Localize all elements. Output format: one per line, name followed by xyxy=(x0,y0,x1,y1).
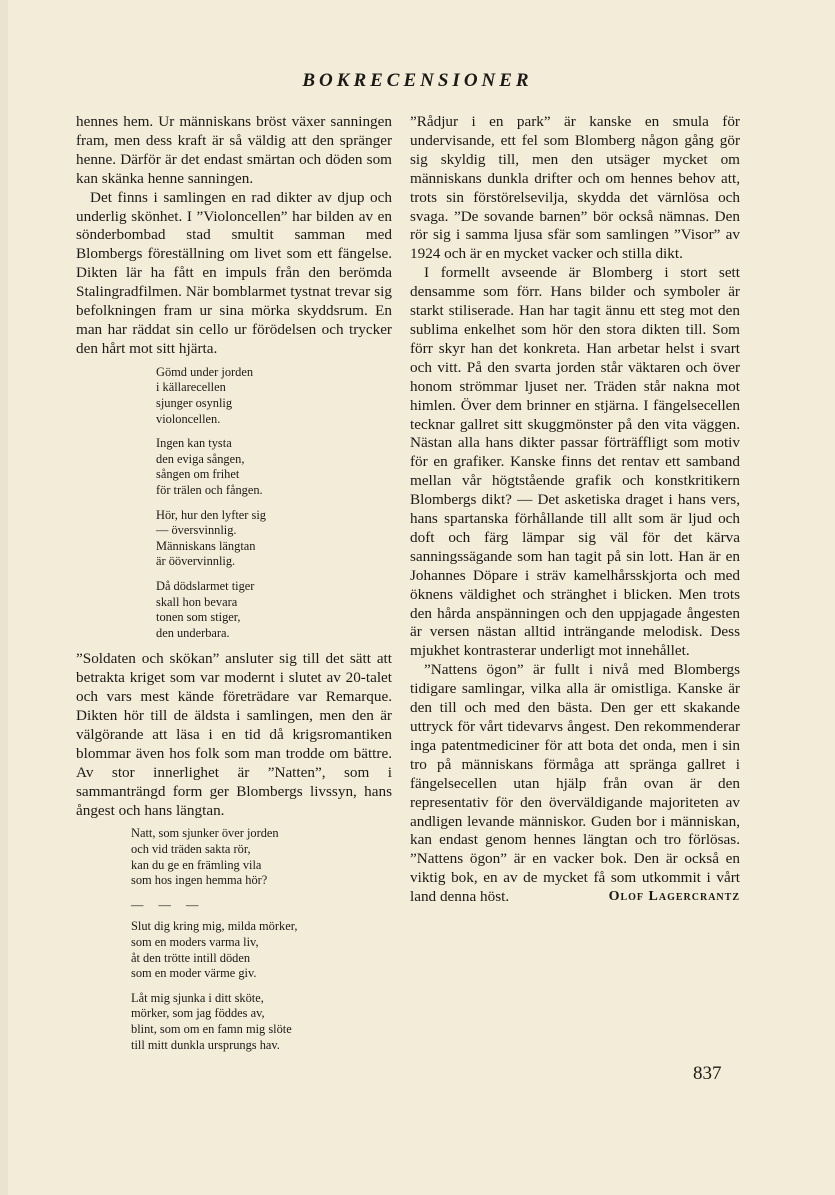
poem-line: i källarecellen xyxy=(156,380,226,395)
poem-line: Då dödslarmet tiger xyxy=(156,578,255,593)
poem-line: skall hon bevara xyxy=(156,594,238,609)
left-column xyxy=(76,113,392,1062)
poem-stanza xyxy=(131,919,392,981)
paragraph: ”Soldaten och skökan” ansluter sig till det sätt att betrakta kriget som var modernt i slutet av 20-talet och vars mest kände företrädare var Remarque. Dikten hör till de äldsta i samlingen, men den är välgörande att läsa i en tid då krigsromantiken blommar även hos folk som man trodde om bättre. Av stor innerlighet är ”Natten”, som i sammanträngd form ger Blombergs livssyn, hans ångest och hans längtan. xyxy=(76,650,392,819)
poem-line: som en moder värme giv. xyxy=(131,966,257,981)
scan-edge xyxy=(0,0,8,1195)
paragraph xyxy=(410,661,740,907)
poem-line: den eviga sången, xyxy=(156,451,245,466)
poem-line: åt den trötte intill döden xyxy=(131,950,251,965)
paragraph-text: ”Nattens ögon” är fullt i nivå med Blombergs tidigare samlingar, vilka alla är omistliga. Kanske är den till och med den bästa. Den ger ett skakande uttryck för vårt tidevarvs ångest. Den rekommenderar inga patentmediciner för att bota det onda, men i sin tro på människans förmåga att spränga gallret i fängelsecellen utan hjälp från ovan är den representativ för den överväldigande majoriteten av andligen levande människor. Guden bor i människan, kan endast genom hennes längtan och tro förlösas. ”Nattens ögon” är en vacker bok. Den är också en viktig bok, en av de mycket få som utkommit i vårt land denna höst. xyxy=(410,661,740,906)
poem-line: som hos ingen hemma hör? xyxy=(131,873,268,888)
poem-line: kan du ge en främling vila xyxy=(131,857,262,872)
poem-line: Låt mig sjunka i ditt sköte, xyxy=(131,990,264,1005)
poem-line: tonen som stiger, xyxy=(156,610,241,625)
poem-stanza xyxy=(131,826,392,888)
poem-line: blint, som om en famn mig slöte xyxy=(131,1021,292,1036)
poem-line: Gömd under jorden xyxy=(156,364,254,379)
poem-line: violoncellen. xyxy=(156,411,221,426)
poem-line: — översvinnlig. xyxy=(156,523,237,538)
poem-line: sången om frihet xyxy=(156,467,240,482)
paragraph: ”Rådjur i en park” är kanske en smula för undervisande, ett fel som Blomberg någon gång gör sig skyldig till, men den utsäger mycket om människans dunkla drifter och om hennes behov att, trots sin förstörelsevilja, skydda det värnlösa och svaga. ”De sovande barnen” bör också nämnas. Den rör sig i samma ljusa sfär som samlingen ”Visor” av 1924 och är en mycket vacker och stilla dikt. xyxy=(410,113,740,263)
poem-stanza xyxy=(156,508,392,570)
poem-line: som en moders varma liv, xyxy=(131,935,259,949)
poem-natten xyxy=(131,826,392,1053)
paragraph: hennes hem. Ur människans bröst växer sanningen fram, men dess kraft är så väldig att den spränger henne. Därför är det endast smärtan och döden som kan skänka henne sanningen. xyxy=(76,113,392,187)
poem-line: Ingen kan tysta xyxy=(156,436,232,451)
poem-line: är öövervinnlig. xyxy=(156,554,236,569)
stanza-separator: — — — xyxy=(131,897,205,912)
poem-line: mörker, som jag föddes av, xyxy=(131,1006,265,1021)
poem-line: för trälen och fången. xyxy=(156,482,263,497)
poem-line: Hör, hur den lyfter sig xyxy=(156,507,266,522)
poem-line: Natt, som sjunker över jorden xyxy=(131,826,279,841)
paragraph: I formellt avseende är Blomberg i stort sett densamme som förr. Hans bilder och symboler är starkt stiliserade. Han har tagit ännu ett steg mot den sublima enkelhet som hör den stora dikten till. Som förr skyr han det konkreta. Han arbetar helst i svart och vitt. På den svarta jorden står väktaren och över honom strömmar ljuset ner. Träden står nakna mot himlen. Över dem brinner en stjärna. I fängelsecellen tecknar gallret sitt skuggmönster på den vita väggen. Nästan alla hans dikter passar förträffligt som motiv för en grafiker. Kanske finns det rentav ett samband mellan vår högtstående grafik och konstkritikern Blombergs dikt? — Det asketiska draget i hans vers, hans spartanska förhållande till allt som är ljud och doft och färg lämpar sig väl för det kärva sanningssägande som han tagit på sin lott. Han är en Johannes Döpare i sträv kamelhårsskjorta och med öknens väldighet och stränghet i blicken. Men trots den hårda anspänningen och den uppjagade ångesten är versen nästan alltid inträngande melodisk. Dess mjukhet kontrasterar underligt mot innehållet. xyxy=(410,264,740,660)
right-column xyxy=(410,113,740,907)
poem-line: sjunger osynlig xyxy=(156,395,233,410)
poem-line: och vid träden sakta rör, xyxy=(131,842,251,857)
poem-stanza xyxy=(131,991,392,1053)
page-number: 837 xyxy=(693,1063,722,1084)
running-header: BOKRECENSIONER xyxy=(302,70,533,91)
poem-stanza xyxy=(156,436,392,498)
poem-line: Människans längtan xyxy=(156,538,256,553)
paragraph: Det finns i samlingen en rad dikter av djup och underlig skönhet. I ”Violoncellen” har bilden av en sönderbombad stad smultit samman med Blombergs föreställning om livet som ett fängelse. Dikten lär ha fått en impuls från den berömda Stalingradfilmen. När bomblarmet tystnat trevar sig befolkningen fram ur sina mörka skyddsrum. En man har räddat sin cello ur förödelsen och trycker den hårt mot sitt hjärta. xyxy=(76,188,392,357)
poem-line: Slut dig kring mig, milda mörker, xyxy=(131,919,298,934)
author-signature: Olof Lagercrantz xyxy=(608,889,740,905)
poem-violoncellen xyxy=(156,365,392,642)
poem-stanza xyxy=(156,579,392,641)
poem-line: den underbara. xyxy=(156,625,230,640)
poem-stanza xyxy=(156,365,392,427)
poem-line: till mitt dunkla ursprungs hav. xyxy=(131,1037,280,1052)
